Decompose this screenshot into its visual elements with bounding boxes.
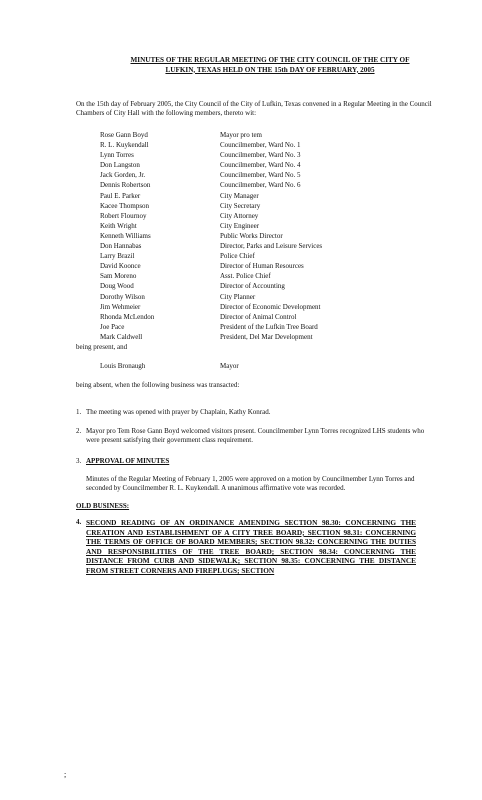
title-line-2: LUFKIN, TEXAS HELD ON THE 15th DAY OF FEBRUARY, 2005 <box>165 65 375 74</box>
item-2-number: 2. <box>76 427 82 435</box>
member-role: Director of Animal Control <box>220 312 297 321</box>
member-name: Kacee Thompson <box>100 201 150 210</box>
member-name: Don Hannabas <box>100 242 142 251</box>
member-role: Police Chief <box>220 252 255 261</box>
approval-of-minutes-heading: APPROVAL OF MINUTES <box>86 457 170 465</box>
roster-row <box>100 150 400 160</box>
member-name: David Koonce <box>100 262 141 271</box>
item-4-text: SECOND READING OF AN ORDINANCE AMENDING SECTION 98.30: CONCERNING THE CREATION AND ESTABLISHMENT OF A CITY TREE BOARD; SECTION 98.31: CONCERNING THE TERMS OF OFFICE OF BOARD MEMBERS; SECTION 98.32: CONCERNING THE DUTIES AND RESPONSIBILITIES OF THE TREE BOARD; SECTION 98.34: CONCERNING THE DISTANCE FROM CURB AND SIDEWALK; SECTION 98.35: CONCERNING THE DISTANCE FROM STREET CORNERS AND FIREPLUGS; SECTION <box>86 518 416 575</box>
member-role: Councilmember, Ward No. 6 <box>220 181 301 190</box>
roster-row <box>100 261 400 271</box>
item-3-text: Minutes of the Regular Meeting of February 1, 2005 were approved on a motion by Councilmember Lynn Torres and seconded by Councilmember R. L. Kuykendall. A unanimous affirmative vote was recorded. <box>86 475 415 492</box>
roster-row <box>100 332 400 342</box>
member-role: City Engineer <box>220 221 260 230</box>
member-role: Director of Economic Development <box>220 302 321 311</box>
roster-row <box>100 281 400 291</box>
item-1-text: The meeting was opened with prayer by Chaplain, Kathy Konrad. <box>86 408 271 416</box>
absent-member-name: Louis Bronaugh <box>100 362 146 370</box>
member-role: Director, Parks and Leisure Services <box>220 242 323 251</box>
footer-mark: ; <box>64 770 67 779</box>
roster-row <box>100 140 400 150</box>
member-role: City Attorney <box>220 211 259 220</box>
member-name: Jim Wehmeier <box>100 302 141 311</box>
roster-row <box>100 170 400 180</box>
roster-row <box>100 211 400 221</box>
member-role: Asst. Police Chief <box>220 272 271 281</box>
roster-row <box>100 271 400 281</box>
being-present-label: being present, and <box>76 343 128 351</box>
member-role: City Manager <box>220 191 259 200</box>
member-role: City Planner <box>220 292 256 301</box>
roster-row <box>100 130 400 140</box>
roster-row <box>100 160 400 170</box>
minutes-title <box>120 56 420 75</box>
member-role: Director of Human Resources <box>220 262 304 271</box>
member-role: Councilmember, Ward No. 4 <box>220 161 301 170</box>
item-4-number: 4. <box>76 518 82 526</box>
member-name: R. L. Kuykendall <box>100 141 149 150</box>
member-name: Paul E. Parker <box>100 191 141 200</box>
old-business-heading: OLD BUSINESS: <box>76 502 130 510</box>
roster-row <box>100 322 400 332</box>
member-role: President of the Lufkin Tree Board <box>220 322 318 331</box>
member-role: Councilmember, Ward No. 5 <box>220 171 301 180</box>
roster-row <box>100 231 400 241</box>
member-role: Public Works Director <box>220 231 283 240</box>
item-3-number: 3. <box>76 457 82 465</box>
roster-row <box>100 241 400 251</box>
member-name: Larry Brazil <box>100 252 135 261</box>
absent-member-role: Mayor <box>220 362 239 370</box>
member-name: Robert Flournoy <box>100 211 147 220</box>
member-name: Rose Gann Boyd <box>100 131 148 139</box>
roster-row <box>100 201 400 211</box>
member-name: Doug Wood <box>100 282 134 291</box>
member-role: Councilmember, Ward No. 3 <box>220 151 301 160</box>
roster-row <box>100 302 400 312</box>
title-line-1: MINUTES OF THE REGULAR MEETING OF THE CITY COUNCIL OF THE CITY OF <box>130 56 410 64</box>
member-name: Dennis Robertson <box>100 181 151 190</box>
member-name: Joe Pace <box>100 322 125 331</box>
member-name: Lynn Torres <box>100 151 134 160</box>
member-role: President, Del Mar Development <box>220 332 313 341</box>
member-name: Keith Wright <box>100 221 137 230</box>
roster-row <box>100 292 400 302</box>
member-name: Rhonda McLendon <box>100 312 155 321</box>
member-name: Kenneth Williams <box>100 231 151 240</box>
member-role: Councilmember, Ward No. 1 <box>220 141 301 150</box>
attendance-roster <box>100 130 400 342</box>
roster-row <box>100 312 400 322</box>
member-role: City Secretary <box>220 201 261 210</box>
member-name: Sam Moreno <box>100 272 137 281</box>
member-role: Mayor pro tem <box>220 131 262 139</box>
absent-member-row <box>100 362 400 371</box>
intro-paragraph: On the 15th day of February 2005, the City Council of the City of Lufkin, Texas convened in a Regular Meeting in the Council Chambers of City Hall with the following members, thereto wit: <box>76 100 432 117</box>
roster-row <box>100 191 400 201</box>
member-name: Don Langston <box>100 161 140 170</box>
member-role: Director of Accounting <box>220 282 285 291</box>
roster-row <box>100 180 400 190</box>
member-name: Jack Gorden, Jr. <box>100 171 146 180</box>
item-2-text: Mayor pro Tem Rose Gann Boyd welcomed visitors present. Councilmember Lynn Torres recognized LHS students who were present satisfying their government class requirement. <box>86 427 425 444</box>
member-name: Mark Caldwell <box>100 332 143 341</box>
item-1-number: 1. <box>76 408 82 416</box>
being-absent-label: being absent, when the following business was transacted: <box>76 381 240 389</box>
roster-row <box>100 221 400 231</box>
member-name: Dorothy Wilson <box>100 292 145 301</box>
roster-row <box>100 251 400 261</box>
